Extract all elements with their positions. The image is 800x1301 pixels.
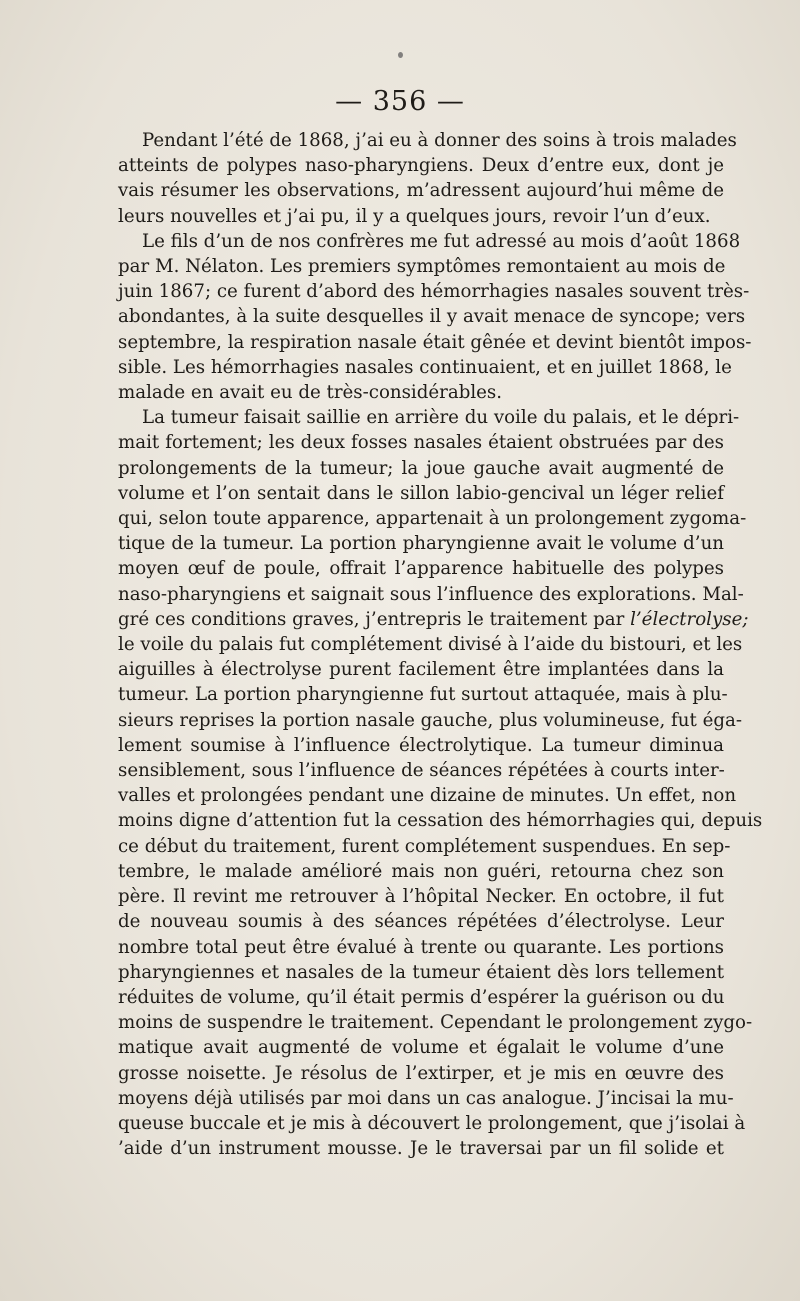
text-line: juin 1867; ce furent d’abord des hémorrhagies nasales souvent très- xyxy=(118,281,750,303)
text-line: moyens déjà utilisés par moi dans un cas analogue. J’incisai la mu- xyxy=(118,1087,734,1109)
text-line: ’aide d’un instrument mousse. Je le traversai par un fil solide et xyxy=(118,1138,724,1160)
text-line: septembre, la respiration nasale était gênée et devint bientôt impos- xyxy=(118,331,752,353)
text-line: atteints de polypes naso-pharyngiens. Deux d’entre eux, dont je xyxy=(118,155,724,177)
text-line: sible. Les hémorrhagies nasales continuaient, et en juillet 1868, le xyxy=(118,356,732,378)
text-line: grosse noisette. Je résolus de l’extirper, et je mis en œuvre des xyxy=(118,1062,724,1084)
text-line: La tumeur faisait saillie en arrière du voile du palais, et le dépri- xyxy=(142,407,740,429)
text-line: père. Il revint me retrouver à l’hôpital Necker. En octobre, il fut xyxy=(118,886,724,908)
text-line: de nouveau soumis à des séances répétées d’électrolyse. Leur xyxy=(118,911,724,933)
text-line: tumeur. La portion pharyngienne fut surtout attaquée, mais à plu- xyxy=(118,684,728,706)
text-line: tique de la tumeur. La portion pharyngienne avait le volume d’un xyxy=(118,533,724,555)
text-line: nombre total peut être évalué à trente ou quarante. Les portions xyxy=(118,936,724,958)
text-line: gré ces conditions graves, j’entrepris le traitement par l’électrolyse; xyxy=(118,608,749,630)
body-text xyxy=(118,128,763,1161)
ink-speck xyxy=(398,52,403,58)
text-line: queuse buccale et je mis à découvert le prolongement, que j’isolai à xyxy=(118,1112,746,1134)
text-line: malade en avait eu de très-considérables. xyxy=(118,382,503,404)
text-line: Pendant l’été de 1868, j’ai eu à donner des soins à trois malades xyxy=(142,130,737,151)
text-line: par M. Nélaton. Les premiers symptômes remontaient au mois de xyxy=(118,256,726,278)
text-line: moyen œuf de poule, offrait l’apparence habituelle des polypes xyxy=(118,558,724,580)
text-line: matique avait augmenté de volume et égalait le volume d’une xyxy=(118,1037,724,1059)
text-line: vais résumer les observations, m’adressent aujourd’hui même de xyxy=(118,180,724,202)
text-line: lement soumise à l’influence électrolytique. La tumeur diminua xyxy=(118,734,724,756)
text-line: sensiblement, sous l’influence de séances répétées à courts inter- xyxy=(118,760,725,782)
text-line: moins de suspendre le traitement. Cependant le prolongement zygo- xyxy=(118,1012,753,1034)
page-number: — 356 — xyxy=(335,86,465,117)
text-line: qui, selon toute apparence, appartenait à un prolongement zygoma- xyxy=(118,508,747,530)
text-line: le voile du palais fut complétement divisé à l’aide du bistouri, et les xyxy=(118,634,743,656)
text-line: mait fortement; les deux fosses nasales étaient obstruées par des xyxy=(118,432,724,454)
text-line: pharyngiennes et nasales de la tumeur étaient dès lors tellement xyxy=(118,961,724,983)
text-line: valles et prolongées pendant une dizaine de minutes. Un effet, non xyxy=(118,785,737,807)
text-line: ce début du traitement, furent complétement suspendues. En sep- xyxy=(118,835,731,857)
text-line: prolongements de la tumeur; la joue gauche avait augmenté de xyxy=(118,457,724,479)
text-line: tembre, le malade amélioré mais non guéri, retourna chez son xyxy=(118,860,724,882)
text-line: Le fils d’un de nos confrères me fut adressé au mois d’août 1868 xyxy=(142,230,741,252)
text-line: réduites de volume, qu’il était permis d’espérer la guérison ou du xyxy=(118,986,725,1008)
text-line: volume et l’on sentait dans le sillon labio-gencival un léger relief xyxy=(118,482,724,504)
text-line: abondantes, à la suite desquelles il y avait menace de syncope; vers xyxy=(118,306,746,328)
text-line: naso-pharyngiens et saignait sous l’influence des explorations. Mal- xyxy=(118,583,744,605)
text-line: moins digne d’attention fut la cessation des hémorrhagies qui, depuis xyxy=(118,810,763,832)
text-line: aiguilles à électrolyse purent facilement être implantées dans la xyxy=(118,659,724,681)
text-line: sieurs reprises la portion nasale gauche, plus volumineuse, fut éga- xyxy=(118,709,742,731)
text-line: leurs nouvelles et j’ai pu, il y a quelques jours, revoir l’un d’eux. xyxy=(118,205,711,227)
emphasized-term: l’électrolyse; xyxy=(630,608,749,630)
